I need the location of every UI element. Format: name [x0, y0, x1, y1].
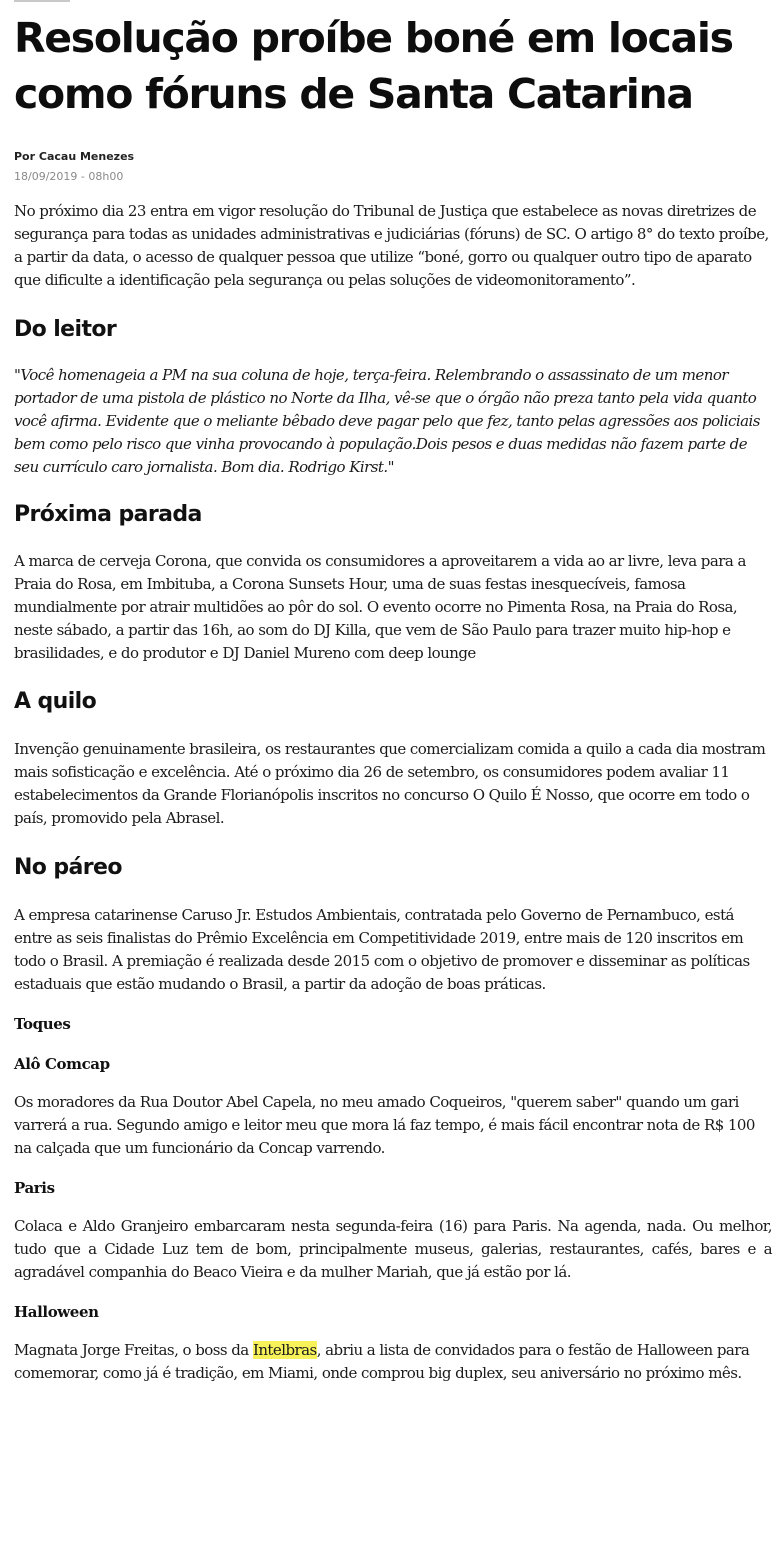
halloween-paragraph [14, 1339, 772, 1385]
highlighted-brand-intelbras[interactable]: Intelbras [252, 1341, 317, 1359]
subheading-halloween: Halloween [14, 1303, 99, 1321]
author-byline[interactable]: Por Cacau Menezes [14, 150, 135, 163]
section-heading-a-quilo: A quilo [14, 689, 97, 714]
a-quilo-paragraph: Invenção genuinamente brasileira, os restaurantes que comercializam comida a quilo a cada dia mostram mais sofisticação e excelência. Até o próximo dia 26 de setembro, os consumidores podem avaliar 11 estabelecimentos da Grande Florianópolis inscritos no concurso O Quilo É Nosso, que ocorre em todo o país, promovido pela Abrasel. [14, 740, 766, 827]
section-heading-proxima-parada: Próxima parada [14, 502, 202, 527]
top-divider [14, 0, 70, 2]
article-title: Resolução proíbe boné em locais como fóruns de Santa Catarina [14, 14, 733, 118]
subheading-paris: Paris [14, 1179, 55, 1197]
section-heading-no-pareo: No páreo [14, 855, 122, 880]
publish-date: 18/09/2019 - 08h00 [14, 170, 124, 183]
article [14, 10, 772, 1385]
proxima-parada-paragraph: A marca de cerveja Corona, que convida os consumidores a aproveitarem a vida ao ar livre, leva para a Praia do Rosa, em Imbituba, a Corona Sunsets Hour, uma de suas festas inesquecíveis, famosa mundialmente por atrair multidões ao pôr do sol. O evento ocorre no Pimenta Rosa, na Praia do Rosa, neste sábado, a partir das 16h, ao som do DJ Killa, que vem de São Paulo para trazer muito hip-hop e brasilidades, e do produtor e DJ Daniel Mureno com deep lounge [14, 552, 746, 662]
reader-letter-paragraph: "Você homenageia a PM na sua coluna de hoje, terça-feira. Relembrando o assassinato de um menor portador de uma pistola de plástico no Norte da Ilha, vê-se que o órgão não preza tanto pela vida quanto você afirma. Evidente que o meliante bêbado deve pagar pelo que fez, tanto pelas agressões aos policiais bem como pelo risco que vinha provocando à população.Dois pesos e duas medidas não fazem parte de seu currículo caro jornalista. Bom dia. Rodrigo Kirst." [14, 366, 760, 476]
alo-comcap-paragraph: Os moradores da Rua Doutor Abel Capela, no meu amado Coqueiros, "querem saber" quando um gari varrerá a rua. Segundo amigo e leitor meu que mora lá faz tempo, é mais fácil encontrar nota de R$ 100 na calçada que um funcionário da Concap varrendo. [14, 1093, 755, 1157]
intro-paragraph: No próximo dia 23 entra em vigor resolução do Tribunal de Justiça que estabelece as novas diretrizes de segurança para todas as unidades administrativas e judiciárias (fóruns) de SC. O artigo 8° do texto proíbe, a partir da data, o acesso de qualquer pessoa que utilize “boné, gorro ou qualquer outro tipo de aparato que dificulte a identificação pela segurança ou pelas soluções de videomonitoramento”. [14, 202, 769, 289]
no-pareo-paragraph: A empresa catarinense Caruso Jr. Estudos Ambientais, contratada pelo Governo de Pernambuco, está entre as seis finalistas do Prêmio Excelência em Competitividade 2019, entre mais de 120 inscritos em todo o Brasil. A premiação é realizada desde 2015 com o objetivo de promover e disseminar as políticas estaduais que estão mudando o Brasil, a partir da adoção de boas práticas. [14, 906, 750, 993]
paris-paragraph: Colaca e Aldo Granjeiro embarcaram nesta segunda-feira (16) para Paris. Na agenda, nada. Ou melhor, tudo que a Cidade Luz tem de bom, principalmente museus, galerias, restaurantes, cafés, bares e a agradável companhia do Beaco Vieira e da mulher Mariah, que já estão por lá. [14, 1217, 772, 1281]
halloween-text-before: Magnata Jorge Freitas, o boss da [14, 1341, 253, 1359]
subheading-alo-comcap: Alô Comcap [14, 1055, 110, 1073]
section-heading-do-leitor: Do leitor [14, 317, 117, 342]
halloween-text-after: , abriu a lista de convidados para o festão de Halloween para comemorar, como já é tradição, em Miami, onde comprou big duplex, seu aniversário no próximo mês. [14, 1341, 750, 1382]
subheading-toques: Toques [14, 1015, 71, 1033]
